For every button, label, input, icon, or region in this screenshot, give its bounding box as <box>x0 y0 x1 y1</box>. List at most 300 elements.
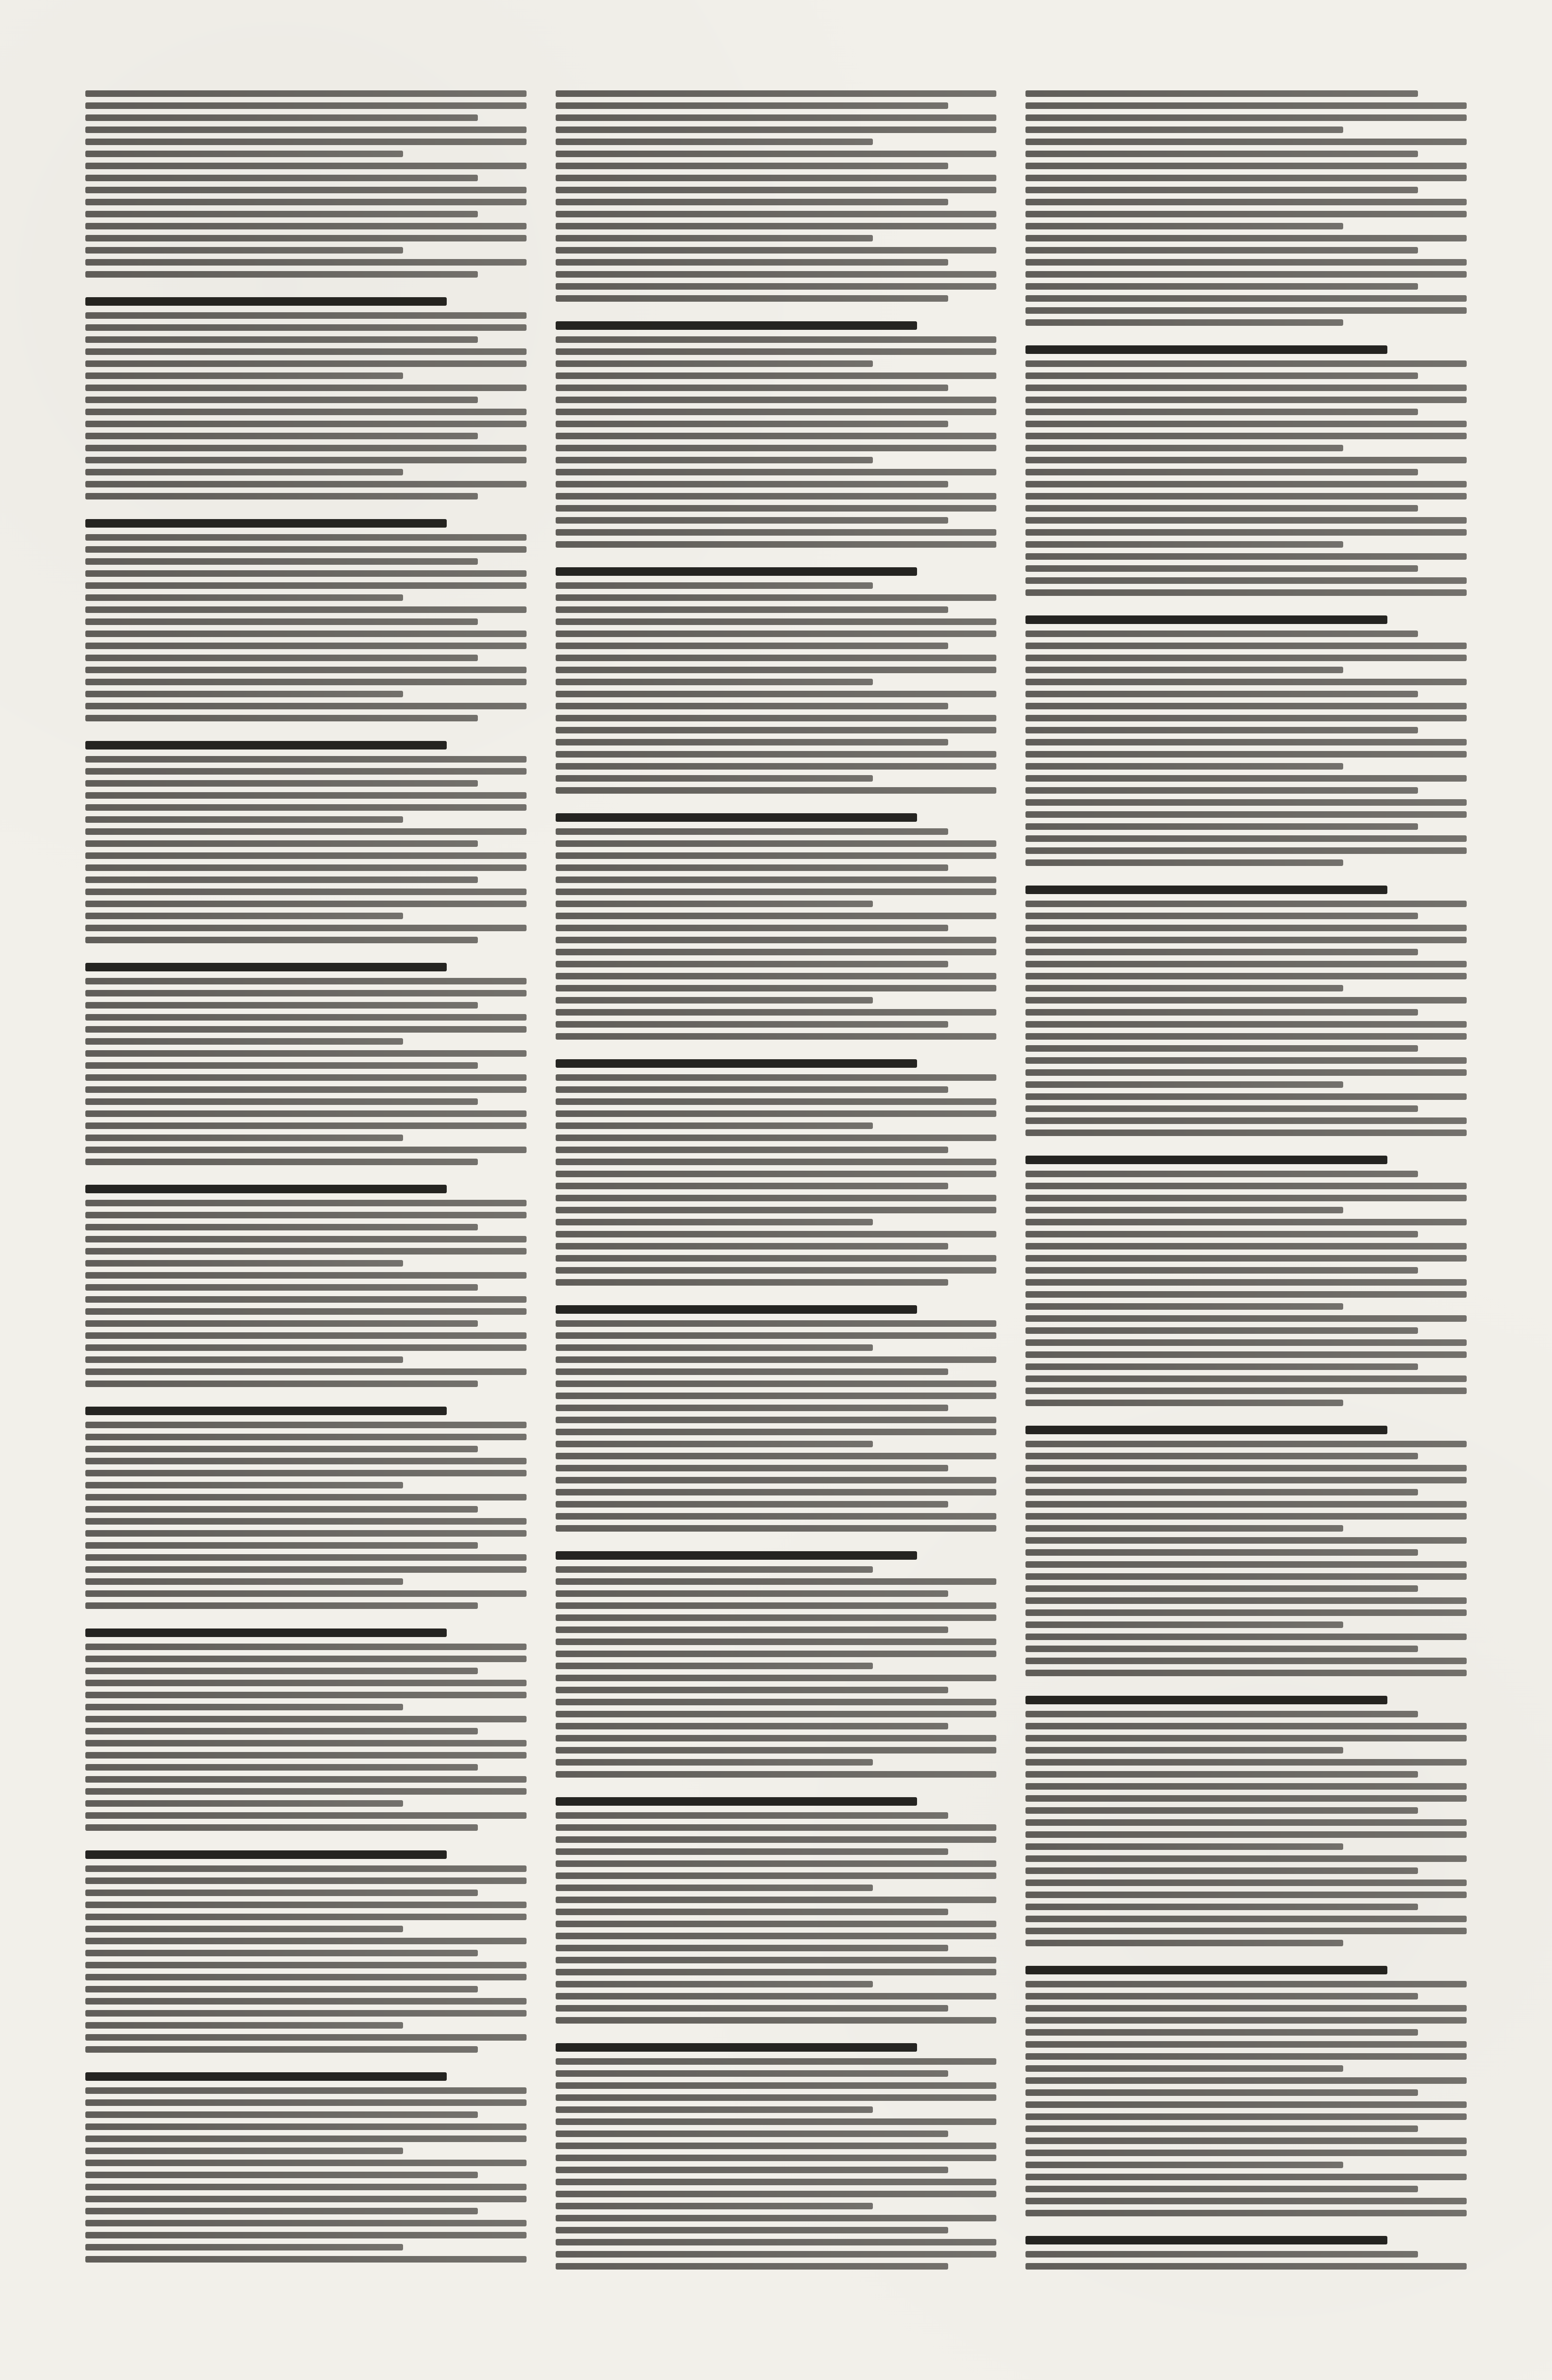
text-line <box>556 1243 948 1249</box>
text-line <box>556 1687 948 1693</box>
text-line <box>85 1038 403 1045</box>
text-line <box>556 1525 997 1532</box>
text-line <box>1025 163 1467 169</box>
paragraph-gap <box>556 553 997 558</box>
text-line <box>85 1062 478 1069</box>
text-line <box>1025 1388 1467 1394</box>
text-line <box>85 1902 527 1908</box>
text-line <box>556 2070 948 2077</box>
text-line <box>1025 973 1467 979</box>
text-line <box>556 2263 948 2270</box>
text-line <box>1025 1183 1467 1189</box>
text-line <box>1025 1315 1467 1322</box>
text-line <box>556 1009 997 1016</box>
text-line <box>85 1518 527 1525</box>
text-line <box>85 2136 527 2142</box>
text-line <box>1025 1940 1343 1946</box>
text-line <box>85 840 478 847</box>
text-line <box>556 1735 997 1741</box>
paragraph-gap <box>85 949 527 954</box>
text-line <box>556 787 997 794</box>
text-line <box>556 505 997 512</box>
text-line <box>85 1602 478 1609</box>
text-line <box>1025 925 1467 931</box>
paragraph-gap <box>556 1783 997 1788</box>
paragraph-gap <box>85 283 527 288</box>
text-line <box>556 606 948 613</box>
text-line <box>556 1021 948 1028</box>
text-line <box>1025 703 1467 709</box>
article-heading-line <box>85 1185 447 1193</box>
text-line <box>85 534 527 541</box>
text-line <box>85 1668 478 1674</box>
text-line <box>1025 2089 1418 2096</box>
text-line <box>1025 433 1467 439</box>
text-line <box>1025 372 1418 379</box>
text-line <box>556 1675 997 1681</box>
text-line <box>556 925 948 931</box>
text-line <box>1025 1351 1467 1358</box>
article-heading-line <box>1025 2236 1387 2244</box>
text-line <box>85 1986 478 1992</box>
text-line <box>1025 739 1467 745</box>
text-line <box>85 1296 527 1303</box>
text-line <box>85 1962 527 1968</box>
text-line <box>85 631 527 637</box>
text-line <box>556 199 948 205</box>
text-line <box>556 1320 997 1327</box>
text-line <box>1025 2065 1343 2072</box>
text-line <box>556 469 997 475</box>
text-line <box>1025 631 1418 637</box>
text-line <box>85 2256 527 2263</box>
text-line <box>1025 835 1467 842</box>
text-line <box>1025 1843 1343 1850</box>
text-line <box>85 756 527 763</box>
text-line <box>556 348 997 355</box>
text-line <box>1025 1130 1467 1136</box>
article-heading-line <box>556 813 918 822</box>
text-line <box>85 1344 527 1351</box>
text-line <box>85 768 527 775</box>
text-line <box>556 1110 997 1117</box>
text-line <box>556 2227 948 2233</box>
text-line <box>85 348 527 355</box>
text-line <box>556 1614 997 1621</box>
text-line <box>85 1914 527 1920</box>
text-line <box>1025 1795 1467 1802</box>
text-line <box>1025 445 1343 451</box>
text-line <box>85 1002 478 1009</box>
text-line <box>85 901 527 907</box>
text-line <box>556 961 948 967</box>
text-line <box>1025 763 1343 770</box>
text-line <box>85 1308 527 1315</box>
text-line <box>1025 283 1418 290</box>
text-line <box>556 1441 873 1447</box>
text-line <box>85 1566 527 1573</box>
article-heading-line <box>556 567 918 576</box>
text-line <box>1025 2101 1467 2108</box>
text-line <box>85 1381 478 1387</box>
text-line <box>556 667 997 673</box>
text-line <box>1025 565 1418 572</box>
text-line <box>1025 397 1467 403</box>
text-line <box>85 937 478 943</box>
text-line <box>556 1639 997 1645</box>
text-line <box>85 1752 527 1759</box>
text-line <box>556 1921 997 1927</box>
article-heading-line <box>85 2072 447 2081</box>
text-line <box>1025 643 1467 649</box>
text-line <box>1025 2210 1467 2216</box>
text-line <box>556 679 873 685</box>
text-line <box>85 2244 403 2250</box>
text-line <box>1025 1867 1418 1874</box>
article-heading-line <box>556 1059 918 1068</box>
text-line <box>556 360 873 367</box>
article-heading-line <box>85 1850 447 1859</box>
text-line <box>1025 1621 1343 1628</box>
text-line <box>85 1320 478 1327</box>
text-line <box>85 481 527 487</box>
text-line <box>85 570 527 577</box>
text-line <box>556 1219 873 1225</box>
text-line <box>85 1098 478 1105</box>
text-line <box>556 691 997 697</box>
text-line <box>85 1740 527 1746</box>
text-line <box>556 876 997 883</box>
text-line <box>85 618 478 625</box>
text-line <box>85 1644 527 1650</box>
text-line <box>1025 541 1343 548</box>
text-line <box>556 397 997 403</box>
text-line <box>556 151 997 157</box>
text-line <box>1025 1081 1343 1088</box>
text-line <box>85 1248 527 1255</box>
text-line <box>1025 1670 1467 1676</box>
text-line <box>85 1926 403 1932</box>
text-line <box>1025 2077 1467 2084</box>
text-column-3 <box>1025 90 1467 2285</box>
text-line <box>556 114 997 121</box>
text-line <box>1025 102 1467 109</box>
text-line <box>1025 589 1467 596</box>
text-line <box>1025 859 1343 866</box>
text-line <box>85 876 478 883</box>
paragraph-gap <box>85 1393 527 1398</box>
text-columns <box>85 90 1467 2285</box>
text-line <box>1025 1658 1467 1664</box>
text-line <box>556 1566 873 1573</box>
text-line <box>85 1728 478 1734</box>
text-line <box>1025 1501 1467 1508</box>
text-line <box>556 985 997 991</box>
text-line <box>556 1417 997 1423</box>
text-line <box>1025 505 1418 512</box>
text-line <box>85 90 527 97</box>
text-line <box>556 385 948 391</box>
text-line <box>85 1704 403 1710</box>
text-line <box>1025 1513 1467 1520</box>
text-line <box>556 1513 997 1520</box>
text-line <box>1025 1057 1467 1064</box>
article-heading-line <box>556 1551 918 1560</box>
text-line <box>1025 1045 1418 1052</box>
text-line <box>85 1656 527 1662</box>
paragraph-gap <box>1025 1412 1467 1417</box>
paragraph-gap <box>1025 2222 1467 2227</box>
text-line <box>85 1998 527 2005</box>
text-line <box>556 1135 997 1141</box>
text-line <box>85 2160 527 2166</box>
paragraph-gap <box>85 505 527 510</box>
text-line <box>556 2155 997 2161</box>
text-line <box>556 1885 873 1891</box>
text-line <box>85 259 527 266</box>
text-line <box>556 2239 997 2245</box>
text-line <box>556 127 997 133</box>
article-heading-line <box>556 2043 918 2052</box>
text-line <box>556 1231 997 1237</box>
text-line <box>1025 577 1467 584</box>
text-line <box>556 2251 997 2258</box>
text-line <box>556 949 997 955</box>
text-line <box>1025 2198 1467 2204</box>
text-line <box>85 1890 478 1896</box>
text-line <box>85 1446 478 1452</box>
text-line <box>85 1950 478 1956</box>
text-line <box>556 1747 997 1753</box>
text-line <box>85 114 478 121</box>
text-line <box>85 1865 527 1872</box>
text-line <box>85 715 478 721</box>
text-line <box>1025 1537 1467 1544</box>
text-line <box>1025 1267 1418 1274</box>
text-line <box>85 1135 403 1141</box>
text-line <box>1025 985 1343 991</box>
text-line <box>1025 1585 1418 1592</box>
paragraph-gap <box>85 1171 527 1176</box>
text-line <box>1025 1219 1467 1225</box>
text-line <box>85 990 527 996</box>
text-line <box>556 1651 997 1657</box>
text-line <box>1025 655 1467 661</box>
text-line <box>1025 360 1467 367</box>
text-line <box>556 2005 948 2012</box>
text-line <box>1025 409 1418 415</box>
text-line <box>85 324 527 331</box>
text-line <box>1025 1195 1467 1201</box>
text-line <box>1025 823 1418 830</box>
text-line <box>85 163 527 169</box>
text-line <box>85 1356 403 1363</box>
text-line <box>556 336 997 343</box>
text-line <box>556 937 997 943</box>
text-line <box>1025 223 1343 229</box>
text-line <box>85 1776 527 1783</box>
text-line <box>556 1897 997 1903</box>
text-line <box>1025 247 1418 254</box>
paragraph-gap <box>1025 871 1467 876</box>
text-line <box>85 360 527 367</box>
article-heading-line <box>1025 1696 1387 1704</box>
text-line <box>556 259 948 266</box>
text-line <box>1025 2005 1467 2012</box>
text-line <box>85 1542 478 1549</box>
text-line <box>556 1993 997 1999</box>
text-line <box>556 1147 948 1153</box>
text-line <box>1025 2017 1467 2024</box>
text-line <box>85 889 527 895</box>
text-line <box>556 1033 997 1040</box>
article-heading-line <box>1025 345 1387 354</box>
text-line <box>1025 2150 1467 2156</box>
text-line <box>556 1405 948 1411</box>
article-heading-line <box>1025 1426 1387 1434</box>
text-line <box>1025 1855 1467 1862</box>
text-line <box>1025 1831 1467 1838</box>
text-line <box>556 529 997 536</box>
text-line <box>85 1212 527 1218</box>
text-line <box>1025 1375 1467 1382</box>
text-line <box>85 2111 478 2118</box>
text-line <box>1025 319 1343 326</box>
text-line <box>556 223 997 229</box>
text-line <box>556 2191 997 2197</box>
text-line <box>85 1200 527 1206</box>
text-line <box>85 139 527 145</box>
text-line <box>85 397 478 403</box>
text-line <box>556 2203 873 2209</box>
text-line <box>85 2123 527 2130</box>
text-line <box>1025 1303 1343 1310</box>
text-line <box>85 235 527 241</box>
text-line <box>556 1602 997 1609</box>
text-line <box>85 816 403 823</box>
text-line <box>85 1680 527 1686</box>
text-line <box>85 1159 478 1165</box>
text-line <box>1025 1735 1467 1741</box>
text-line <box>556 139 873 145</box>
article-heading-line <box>85 1629 447 1637</box>
text-line <box>556 2082 997 2089</box>
text-line <box>556 751 997 758</box>
text-line <box>85 493 478 499</box>
paragraph-gap <box>85 2058 527 2063</box>
text-line <box>1025 187 1418 193</box>
text-line <box>85 655 478 661</box>
text-line <box>556 1663 873 1669</box>
text-line <box>556 1699 997 1705</box>
text-line <box>556 901 873 907</box>
text-line <box>556 1909 948 1915</box>
text-line <box>556 295 948 302</box>
text-line <box>1025 259 1467 266</box>
text-line <box>556 1393 997 1399</box>
text-line <box>85 445 527 451</box>
text-line <box>1025 1597 1467 1604</box>
article-heading-line <box>85 1407 447 1415</box>
text-line <box>85 2232 527 2238</box>
text-column-2 <box>556 90 997 2285</box>
text-line <box>1025 481 1467 487</box>
text-line <box>1025 127 1343 133</box>
text-line <box>556 1711 997 1717</box>
text-line <box>556 1933 997 1939</box>
text-line <box>1025 1771 1418 1778</box>
text-line <box>556 1074 997 1081</box>
text-line <box>556 457 873 463</box>
text-line <box>85 1938 527 1944</box>
text-line <box>85 1470 527 1476</box>
text-line <box>1025 199 1467 205</box>
text-line <box>556 727 997 733</box>
paragraph-gap <box>85 1836 527 1841</box>
text-line <box>556 631 997 637</box>
text-line <box>85 271 478 278</box>
text-line <box>85 804 527 811</box>
text-line <box>1025 1021 1467 1028</box>
text-line <box>1025 1916 1467 1922</box>
text-line <box>85 1434 527 1440</box>
text-line <box>1025 1105 1418 1112</box>
text-line <box>556 517 948 524</box>
text-line <box>85 1147 527 1153</box>
text-line <box>85 792 527 799</box>
text-line <box>85 667 527 673</box>
text-line <box>1025 1525 1343 1532</box>
paragraph-gap <box>1025 331 1467 336</box>
text-line <box>85 312 527 319</box>
text-line <box>1025 1723 1467 1729</box>
text-line <box>85 913 403 919</box>
text-line <box>85 1877 527 1884</box>
text-line <box>1025 553 1467 560</box>
text-line <box>556 2106 873 2113</box>
text-line <box>556 372 997 379</box>
text-line <box>556 247 997 254</box>
text-line <box>85 1074 527 1081</box>
text-line <box>556 1477 997 1483</box>
text-line <box>1025 1453 1418 1459</box>
text-line <box>556 90 997 97</box>
text-line <box>85 1974 527 1980</box>
text-line <box>556 1267 997 1274</box>
paragraph-gap <box>556 1537 997 1542</box>
text-line <box>85 151 403 157</box>
text-line <box>1025 1465 1467 1471</box>
text-line <box>1025 271 1467 278</box>
text-line <box>556 1368 948 1375</box>
text-line <box>1025 997 1467 1004</box>
text-line <box>556 1171 997 1177</box>
text-line <box>556 1872 997 1879</box>
text-line <box>556 481 948 487</box>
text-line <box>85 2220 527 2226</box>
article-heading-line <box>85 963 447 971</box>
text-line <box>85 336 478 343</box>
text-line <box>556 1332 997 1339</box>
text-line <box>1025 1646 1418 1652</box>
text-line <box>556 655 997 661</box>
text-line <box>1025 1880 1467 1886</box>
text-line <box>1025 1783 1467 1790</box>
text-line <box>1025 1255 1467 1262</box>
text-line <box>556 828 948 835</box>
text-line <box>1025 787 1418 794</box>
paragraph-gap <box>1025 601 1467 606</box>
